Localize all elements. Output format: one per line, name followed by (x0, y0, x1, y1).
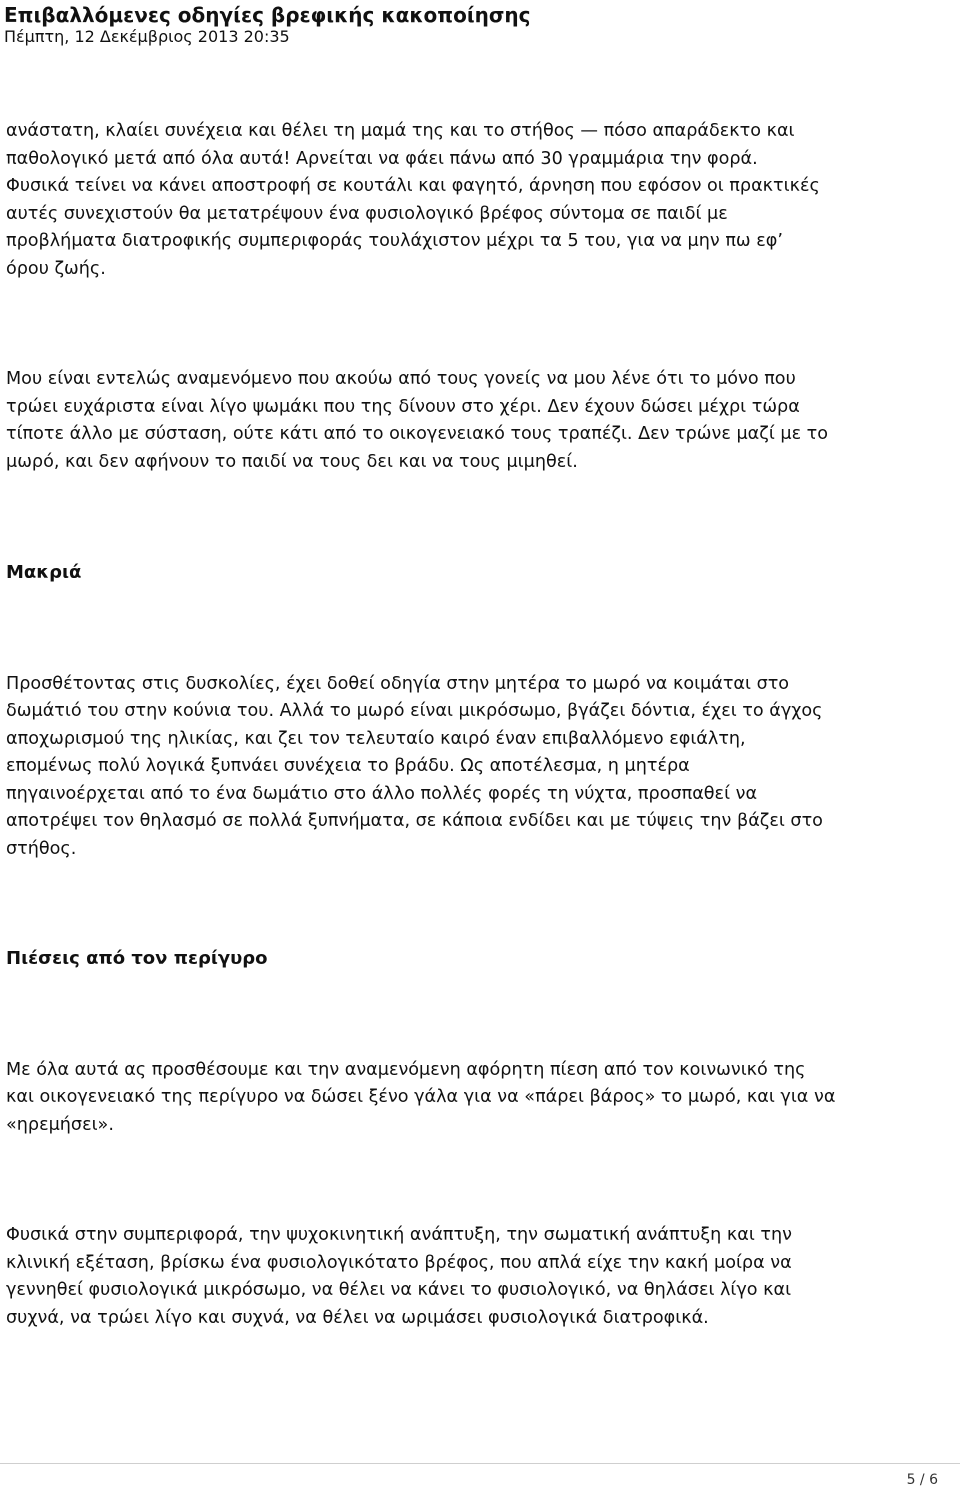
paragraph-5: Φυσικά στην συμπεριφορά, την ψυχοκινητική ανάπτυξη, την σωματική ανάπτυξη και την κλινική εξέταση, βρίσκω ένα φυσιολογικότατο βρέφος, που απλά είχε την κακή μοίρα να γεννηθεί φυσιολογικά μικρόσωμο, να θέλει να κάνει το φυσιολογικό, να θηλάσει λίγο και συχνά, να τρώει λίγο και συχνά, να θέλει να ωριμάσει φυσιολογικά διατροφικά. (6, 1225, 792, 1328)
paragraph-2: Μου είναι εντελώς αναμενόμενο που ακούω από τους γονείς να μου λένε ότι το μόνο που τρώει ευχάριστα είναι λίγο ψωμάκι που της δίνουν στο χέρι. Δεν έχουν δώσει μέχρι τώρα τίποτε άλλο με σύσταση, ούτε κάτι από το οικογενειακό τους τραπέζι. Δεν τρώνε μαζί με το μωρό, και δεν αφήνουν το παιδί να τους δει και να τους μιμηθεί. (6, 369, 829, 472)
section-heading-pieseis: Πιέσεις από τον περίγυρο (6, 948, 268, 969)
article-date: Πέμπτη, 12 Δεκέμβριος 2013 20:35 (4, 27, 290, 46)
paragraph-1: ανάστατη, κλαίει συνέχεια και θέλει τη μαμά της και το στήθος — πόσο απαράδεκτο και παθολογικό μετά από όλα αυτά! Αρνείται να φάει πάνω από 30 γραμμάρια την φορά. Φυσικά τείνει να κάνει αποστροφή σε κουτάλι και φαγητό, άρνηση που εφόσον οι πρακτικές αυτές συνεχιστούν θα μετατρέψουν ένα φυσιολογικό βρέφος σύντομα σε παιδί με προβλήματα διατροφικής συμπεριφοράς τουλάχιστον μέχρι τα 5 του, για να μην πω εφ’ όρου ζωής. (6, 121, 820, 279)
page-number: 5 / 6 (906, 1472, 938, 1488)
footer-divider (0, 1463, 960, 1464)
page-header (4, 0, 954, 48)
article-title: Επιβαλλόμενες οδηγίες βρεφικής κακοποίησης (4, 3, 531, 27)
paragraph-4: Με όλα αυτά ας προσθέσουμε και την αναμενόμενη αφόρητη πίεση από τον κοινωνικό της και οικογενειακό της περίγυρο να δώσει ξένο γάλα για να «πάρει βάρος» το μωρό, και για να «ηρεμήσει». (6, 1059, 836, 1135)
article-body (6, 118, 954, 1332)
paragraph-3: Προσθέτοντας στις δυσκολίες, έχει δοθεί οδηγία στην μητέρα το μωρό να κοιμάται στο δωμάτιό του στην κούνια του. Αλλά το μωρό είναι μικρόσωμο, βγάζει δόντια, έχει το άγχος αποχωρισμού της ηλικίας, και ζει τον τελευταίο καιρό έναν επιβαλλόμενο εφιάλτη, επομένως πολύ λογικά ξυπνάει συνέχεια το βράδυ. Ως αποτέλεσμα, η μητέρα πηγαινοέρχεται από το ένα δωμάτιο στο άλλο πολλές φορές τη νύχτα, προσπαθεί να αποτρέψει τον θηλασμό σε πολλά ξυπνήματα, σε κάποια ενδίδει και με τύψεις την βάζει στο στήθος. (6, 673, 823, 859)
section-heading-makria: Μακριά (6, 562, 82, 583)
